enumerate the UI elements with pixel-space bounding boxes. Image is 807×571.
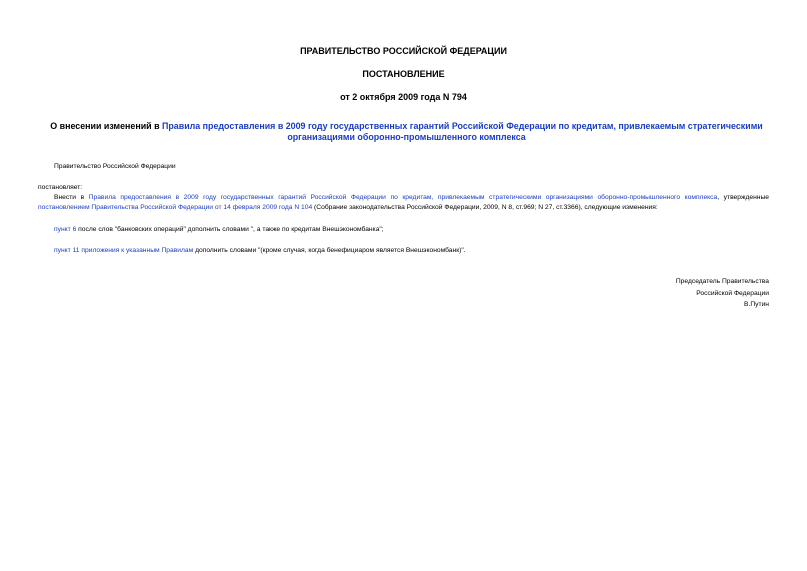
document-title — [44, 121, 769, 143]
item-1-text: после слов "банковских операций" дополнить словами ", а также по кредитам Внешэкономбанка"; — [76, 226, 384, 233]
item-2-link[interactable]: пункт 11 приложения к указанным Правилам — [54, 247, 194, 254]
paragraph-resolves: постановляет: — [38, 184, 83, 191]
document-date-number: от 2 октября 2009 года N 794 — [340, 92, 467, 102]
main-prefix: Внести в — [54, 194, 89, 201]
signature-organization: Российской Федерации — [696, 290, 769, 297]
item-2-text: дополнить словами "(кроме случая, когда бенефициаром является Внешэкономбанк)". — [193, 247, 466, 254]
government-heading: ПРАВИТЕЛЬСТВО РОССИЙСКОЙ ФЕДЕРАЦИИ — [300, 46, 507, 56]
main-mid: , утвержденные — [717, 194, 769, 201]
signature-position: Председатель Правительства — [675, 278, 769, 285]
rules-link[interactable]: Правила предоставления в 2009 году государственных гарантий Российской Федерации по кредитам, привлекаемым стратегическими организациями оборонно-промышленного комплекса — [88, 194, 718, 201]
title-prefix: О внесении изменений в — [50, 121, 162, 131]
amendment-item-1 — [54, 225, 384, 235]
signature-name: В.Путин — [744, 301, 769, 308]
title-rules-link[interactable]: Правила предоставления в 2009 году государственных гарантий Российской Федерации по кредитам, привлекаемым стратегическими организациями оборонно-промышленного комплекса — [162, 121, 763, 142]
item-1-link[interactable]: пункт 6 — [54, 226, 77, 233]
main-suffix: (Собрание законодательства Российской Федерации, 2009, N 8, ст.969; N 27, ст.3366), следующие изменения: — [312, 204, 658, 211]
resolution-104-link[interactable]: постановлением Правительства Российской Федерации от 14 февраля 2009 года N 104 — [38, 204, 313, 211]
amendment-item-2 — [54, 246, 466, 256]
document-type-heading: ПОСТАНОВЛЕНИЕ — [362, 69, 445, 79]
document-page — [38, 0, 769, 571]
paragraph-main — [38, 193, 769, 213]
paragraph-government: Правительство Российской Федерации — [54, 163, 176, 170]
